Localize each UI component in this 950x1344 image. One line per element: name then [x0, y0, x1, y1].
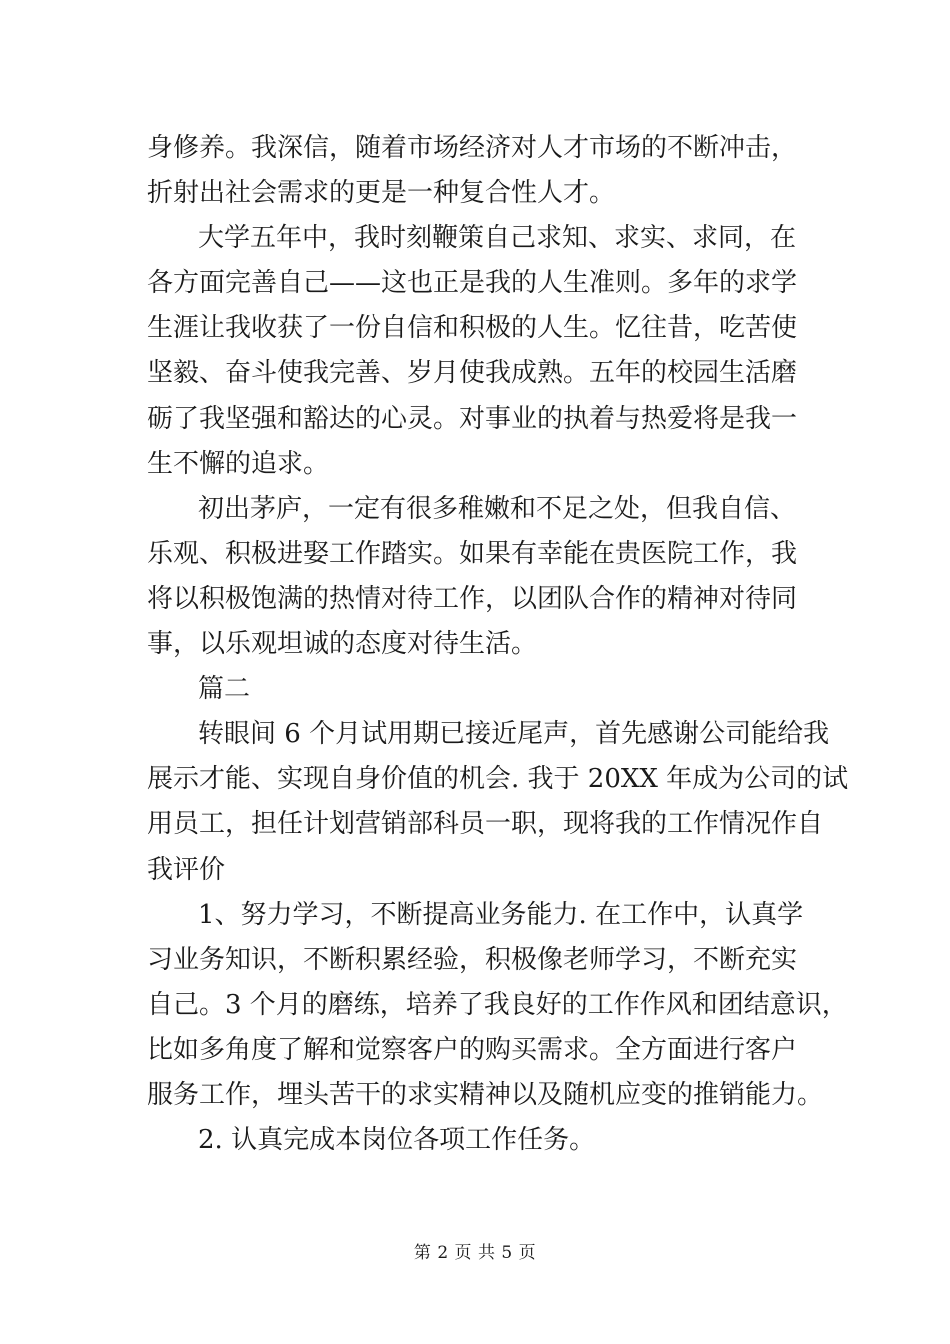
- text-line: 习业务知识，不断积累经验，积极像老师学习，不断充实: [147, 944, 798, 975]
- text-line: 事，以乐观坦诚的态度对待生活。: [147, 629, 538, 660]
- paragraph: [147, 126, 807, 216]
- text-line: 坚毅、奋斗使我完善、岁月使我成熟。五年的校园生活磨: [147, 358, 798, 389]
- text-line: 折射出社会需求的更是一种复合性人才。: [147, 178, 616, 209]
- text-line: 将以积极饱满的热情对待工作，以团队合作的精神对待同: [147, 583, 798, 614]
- text-line: 1、努力学习，不断提高业务能力. 在工作中，认真学: [198, 899, 804, 930]
- text-line: 生不懈的追求。: [147, 448, 330, 479]
- text-line: 各方面完善自己——这也正是我的人生准则。多年的求学: [147, 268, 798, 299]
- text-line: 2. 认真完成本岗位各项工作任务。: [198, 1125, 596, 1156]
- paragraph: [147, 712, 849, 892]
- text-line: 身修养。我深信，随着市场经济对人才市场的不断冲击，: [147, 133, 798, 163]
- text-line: 大学五年中，我时刻鞭策自己求知、求实、求同，在: [198, 223, 797, 254]
- text-line: 服务工作，埋头苦干的求实精神以及随机应变的推销能力。: [147, 1079, 824, 1110]
- paragraph: [147, 893, 848, 1118]
- text-line: 转眼间 6 个月试用期已接近尾声，首先感谢公司能给我: [198, 719, 830, 750]
- text-line: 用员工，担任计划营销部科员一职，现将我的工作情况作自: [147, 809, 824, 840]
- text-line: 初出茅庐，一定有很多稚嫩和不足之处，但我自信、: [198, 493, 797, 524]
- text-line: 生涯让我收获了一份自信和积极的人生。忆往昔，吃苦使: [147, 313, 798, 344]
- text-line: 篇二: [198, 674, 251, 705]
- paragraph: [147, 216, 807, 487]
- page-number-footer: 第 2 页 共 5 页: [413, 1243, 537, 1263]
- text-line: 砺了我坚强和豁达的心灵。对事业的执着与热爱将是我一: [147, 403, 798, 434]
- text-line: 展示才能、实现自身价值的机会. 我于 20XX 年成为公司的试: [147, 764, 849, 795]
- text-line: 比如多角度了解和觉察客户的购买需求。全方面进行客户: [147, 1034, 798, 1065]
- paragraph: [147, 1118, 807, 1163]
- document-body: [147, 126, 849, 1163]
- text-line: 我评价: [147, 854, 226, 885]
- text-line: 自己。3 个月的磨练，培养了我良好的工作作风和团结意识，: [147, 989, 848, 1020]
- text-line: 乐观、积极进娶工作踏实。如果有幸能在贵医院工作，我: [147, 538, 798, 569]
- section-heading: [147, 667, 807, 712]
- paragraph: [147, 487, 807, 667]
